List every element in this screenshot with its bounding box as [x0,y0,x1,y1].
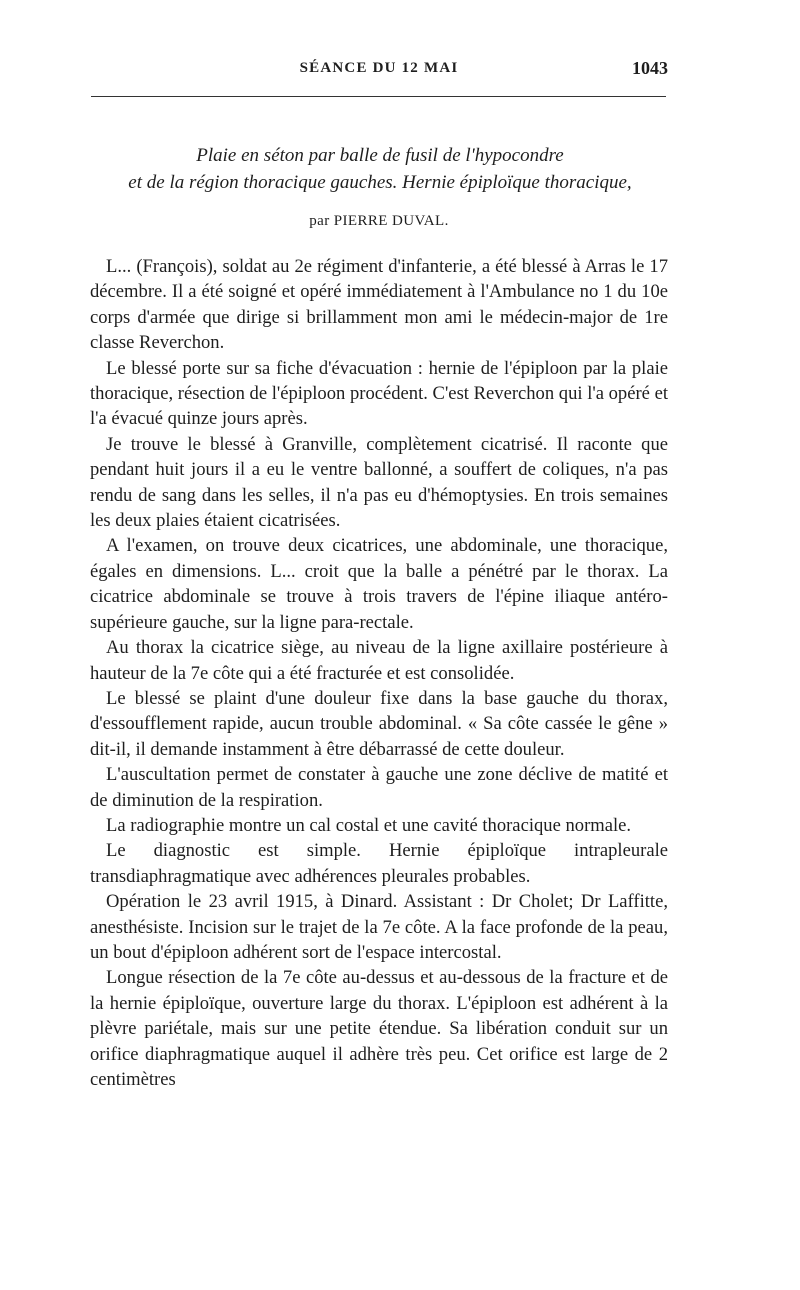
paragraph-10: Opération le 23 avril 1915, à Dinard. Assistant : Dr Cholet; Dr Laffitte, anesthésiste. Incision sur le trajet de la 7e côte. A la face profonde de la peau, un bout d'épiploon adhérent sort de l'espace intercostal. [90,891,668,963]
running-head [90,58,668,86]
paragraph-9: Le diagnostic est simple. Hernie épiploïque intrapleurale transdiaphragmatique avec adhérences pleurales probables. [90,840,668,887]
article-title [110,142,650,196]
page-number: 1043 [632,58,668,78]
paragraph-3: Je trouve le blessé à Granville, complètement cicatrisé. Il raconte que pendant huit jours il a eu le ventre ballonné, a souffert de coliques, n'a pas rendu de sang dans les selles, il n'a pas eu d'hémoptysies. En trois semaines les deux plaies étaient cicatrisées. [90,433,668,532]
paragraph-6: Le blessé se plaint d'une douleur fixe dans la base gauche du thorax, d'essoufflement rapide, aucun trouble abdominal. « Sa côte cassée le gêne » dit-il, il demande instamment à être débarrassé de cette douleur. [90,687,668,760]
paragraph-11: Longue résection de la 7e côte au-dessus et au-dessous de la fracture et de la hernie épiploïque, ouverture large du thorax. L'épiploon est adhérent à la plèvre pariétale, mais sur une petite étendue. Sa libération conduit sur un orifice diaphragmatique auquel il adhère très peu. Cet orifice est large de 2 centimètres [90,967,668,1090]
paragraph-1: L... (François), soldat au 2e régiment d'infanterie, a été blessé à Arras le 17 décembre. Il a été soigné et opéré immédiatement à l'Ambulance no 1 du 10e corps d'armée que dirige si brillamment mon ami le médecin-major de 1re classe Reverchon. [90,256,668,354]
article-title-line-2: et de la région thoracique gauches. Hernie épiploïque thoracique, [128,172,632,193]
paragraph-7: L'auscultation permet de constater à gauche une zone déclive de matité et de diminution de la respiration. [90,764,668,811]
paragraph-5: Au thorax la cicatrice siège, au niveau de la ligne axillaire postérieure à hauteur de la 7e côte qui a été fracturée et est consolidée. [90,637,668,684]
article-body [90,254,668,1092]
article-title-line-1: Plaie en séton par balle de fusil de l'hypocondre [196,145,564,166]
running-title: SÉANCE DU 12 MAI [299,60,459,76]
article-byline: par PIERRE DUVAL. [309,213,449,229]
header-rule [91,96,666,97]
paragraph-4: A l'examen, on trouve deux cicatrices, une abdominale, une thoracique, égales en dimensions. L... croit que la balle a pénétré par le thorax. La cicatrice abdominale se trouve à trois travers de l'épine iliaque antéro-supérieure gauche, sur la ligne para-rectale. [90,535,668,633]
paragraph-8: La radiographie montre un cal costal et une cavité thoracique normale. [106,814,632,836]
paragraph-2: Le blessé porte sur sa fiche d'évacuation : hernie de l'épiploon par la plaie thoracique, résection de l'épiploon procédent. C'est Reverchon qui l'a opéré et l'a évacué quinze jours après. [90,357,668,430]
